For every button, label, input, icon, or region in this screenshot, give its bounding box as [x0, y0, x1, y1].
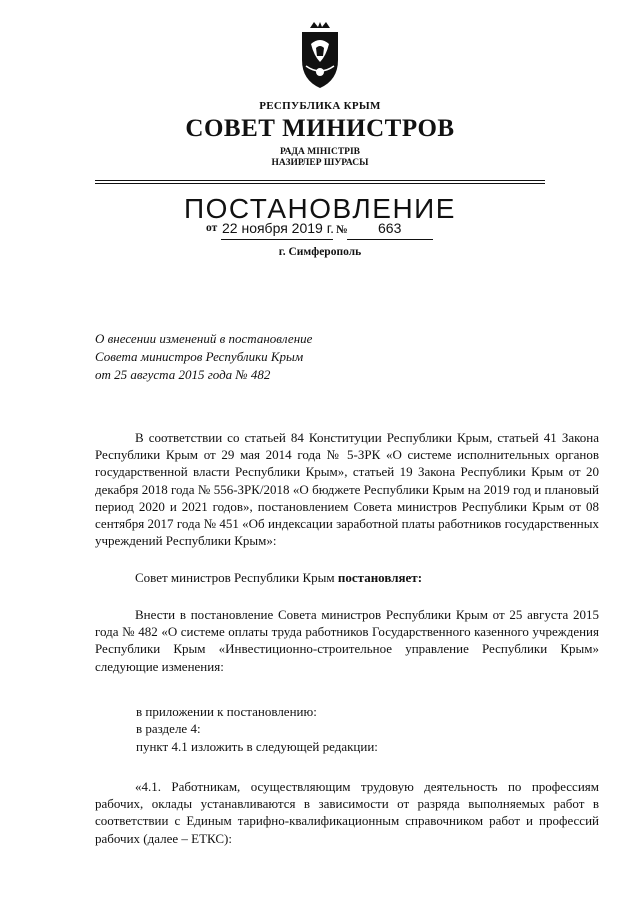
subject-line: от 25 августа 2015 года № 482 — [95, 367, 271, 382]
resolution-paragraph — [95, 569, 599, 586]
date-underline — [221, 239, 333, 240]
number-underline — [347, 239, 433, 240]
amendment-line-clause: пункт 4.1 изложить в следующей редакции: — [136, 739, 378, 754]
document-type-title: ПОСТАНОВЛЕНИЕ — [184, 193, 456, 224]
header-divider-bottom — [95, 183, 545, 184]
clause-text-paragraph: «4.1. Работникам, осуществляющим трудовую деятельность по профессиям рабочих, оклады устанавливаются в зависимости от разряда выполняемых работ в соответствии с Единым тарифно-квалификационным справочником работ и профессий рабочих (далее – ЕТКС): — [95, 779, 599, 846]
amendment-paragraph: Внести в постановление Совета министров Республики Крым от 25 августа 2015 года № 482 «О системе оплаты труда работников Государственного казенного учреждения Республики Крым «Инвестиционно-строительное управление Республики Крым» следующие изменения: — [95, 607, 599, 674]
amendment-line-section: в разделе 4: — [136, 721, 201, 736]
rada-line: РАДА МІНІСТРІВ — [279, 147, 360, 157]
header-divider-top — [95, 180, 545, 181]
date-prefix: от — [206, 222, 218, 234]
decree-number: 663 — [378, 220, 402, 236]
shurasy-line: НАЗИРЛЕР ШУРАСЫ — [271, 158, 369, 168]
amendment-line-appendix: в приложении к постановлению: — [136, 704, 317, 719]
resolution-lead: Совет министров Республики Крым — [135, 570, 338, 585]
crimea-coat-of-arms-icon — [296, 22, 344, 90]
subject-line: О внесении изменений в постановление — [95, 331, 313, 346]
council-title-ukrainian-tatar — [0, 147, 640, 169]
council-title: СОВЕТ МИНИСТРОВ — [185, 115, 455, 142]
number-label: № — [336, 224, 348, 236]
city: г. Симферополь — [278, 246, 362, 258]
resolution-verb: постановляет: — [337, 570, 423, 585]
decree-subject — [95, 330, 312, 384]
republic-name: РЕСПУБЛИКА КРЫМ — [259, 100, 381, 112]
preamble-paragraph: В соответствии со статьей 84 Конституции Республики Крым, статьей 41 Закона Республики Крым от 29 мая 2014 года № 5-ЗРК «О системе исполнительных органов государственной власти Республики Крым», статьей 19 Закона Республики Крым от 20 декабря 2018 года № 556-ЗРК/2018 «О бюджете Республики Крым на 2019 год и плановый период 2020 и 2021 годов», постановлением Совета министров Республики Крым от 08 сентября 2017 года № 451 «Об индексации заработной платы работников государственных учреждений Республики Крым»: — [95, 430, 599, 549]
decree-date: 22 ноября 2019 г. — [222, 220, 334, 236]
subject-line: Совета министров Республики Крым — [95, 349, 304, 364]
